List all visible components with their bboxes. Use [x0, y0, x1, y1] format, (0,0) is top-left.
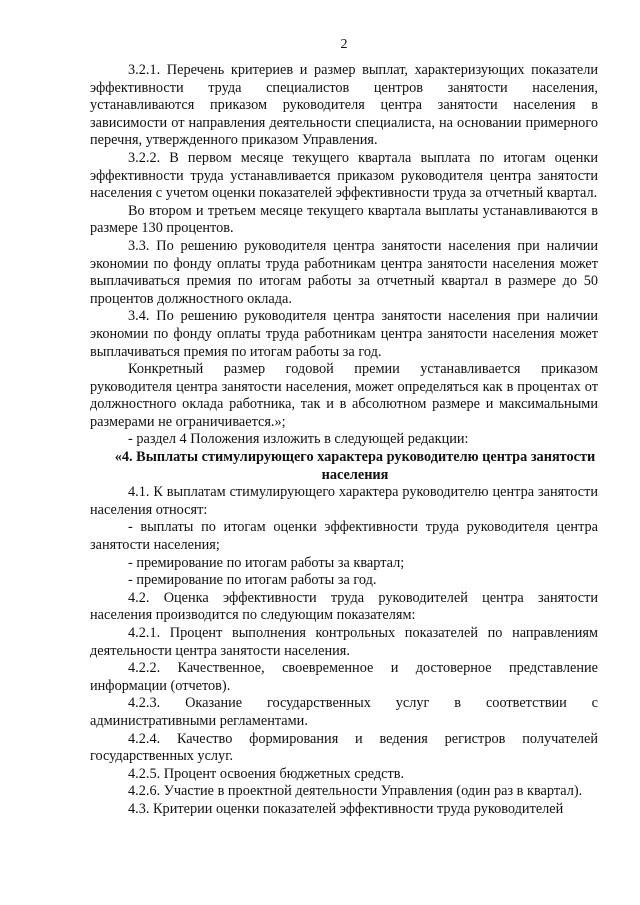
paragraph-annual-bonus: Конкретный размер годовой премии устанавливается приказом руководителя центра занятости населения, может определяться как в процентах от должностного оклада работника, так и в абсолютном размере и максимальными размерами не ограничивается.»;	[90, 361, 598, 430]
paragraph-4-2-3: 4.2.3. Оказание государственных услуг в соответствии с административными регламентами.	[90, 695, 598, 729]
page-number: 2	[340, 37, 348, 52]
paragraph-section-4-intro: - раздел 4 Положения изложить в следующей редакции:	[128, 431, 469, 448]
list-item-quarter-bonus: - премирование по итогам работы за квартал;	[128, 554, 405, 571]
paragraph-4-3: 4.3. Критерии оценки показателей эффективности труда руководителей	[128, 800, 564, 817]
paragraph-4-2-5: 4.2.5. Процент освоения бюджетных средств.	[128, 765, 405, 782]
paragraph-4-1: 4.1. К выплатам стимулирующего характера руководителю центра занятости населения относят:	[90, 484, 598, 518]
paragraph-4-2-1: 4.2.1. Процент выполнения контрольных показателей по направлениям деятельности центра занятости населения.	[90, 625, 598, 659]
section-4-heading: «4. Выплаты стимулирующего характера руководителю центра занятости населения	[114, 449, 596, 483]
paragraph-3-2-1: 3.2.1. Перечень критериев и размер выплат, характеризующих показатели эффективности труда специалистов центров занятости населения, устанавливаются приказом руководителя центра занятости населения в зависимости от направления деятельности специалиста, на основании примерного перечня, утвержденного приказом Управления.	[90, 62, 598, 149]
paragraph-3-4: 3.4. По решению руководителя центра занятости населения при наличии экономии по фонду оплаты труда работникам центра занятости населения может выплачиваться премия по итогам работы за год.	[90, 308, 598, 360]
paragraph-4-2-2: 4.2.2. Качественное, своевременное и достоверное представление информации (отчетов).	[90, 660, 598, 694]
paragraph-3-3: 3.3. По решению руководителя центра занятости населения при наличии экономии по фонду оплаты труда работникам центра занятости населения может выплачиваться премия по итогам работы за отчетный квартал в размере до 50 процентов должностного оклада.	[90, 237, 598, 307]
paragraph-4-2: 4.2. Оценка эффективности труда руководителей центра занятости населения производится по следующим показателям:	[90, 589, 598, 624]
list-item-year-bonus: - премирование по итогам работы за год.	[128, 572, 377, 589]
paragraph-second-third-month: Во втором и третьем месяце текущего квартала выплаты устанавливаются в размере 130 процентов.	[90, 202, 598, 237]
list-item-efficiency-payments: - выплаты по итогам оценки эффективности труда руководителя центра занятости населения;	[90, 519, 598, 554]
paragraph-4-2-4: 4.2.4. Качество формирования и ведения регистров получателей государственных услуг.	[90, 730, 598, 765]
paragraph-3-2-2: 3.2.2. В первом месяце текущего квартала выплата по итогам оценки эффективности труда устанавливается приказом руководителя центра занятости населения с учетом оценки показателей эффективности труда за отчетный квартал.	[90, 149, 598, 202]
paragraph-4-2-6: 4.2.6. Участие в проектной деятельности Управления (один раз в квартал).	[128, 783, 583, 800]
